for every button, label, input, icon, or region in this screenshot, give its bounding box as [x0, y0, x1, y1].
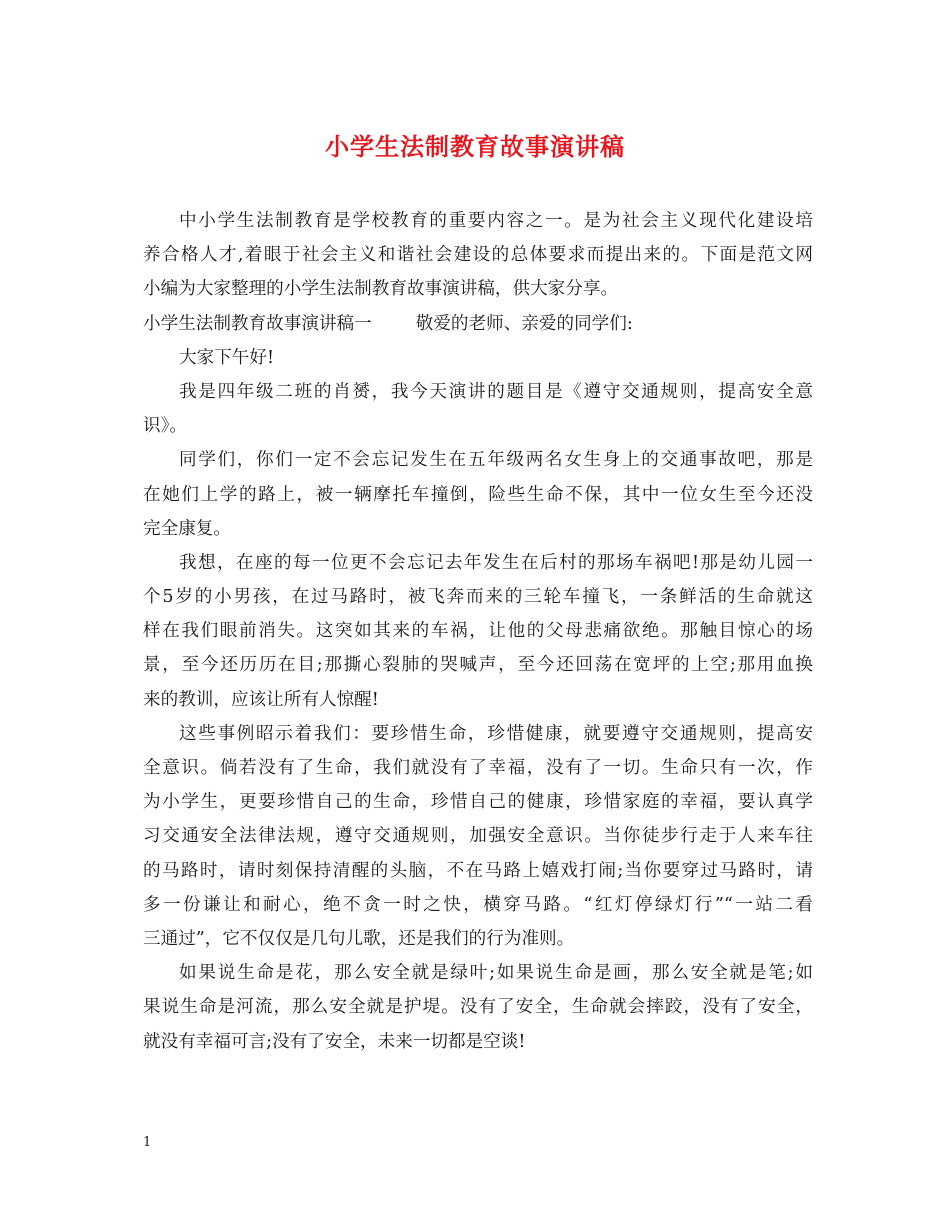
paragraph-line: 为小学生，更要珍惜自己的生命，珍惜自己的健康，珍惜家庭的幸福，要认真学 [143, 792, 813, 813]
paragraph-line: 养合格人才,着眼于社会主义和谐社会建设的总体要求而提出来的。下面是范文网 [143, 245, 813, 266]
paragraph-line: 完全康复。 [143, 518, 231, 539]
paragraph-line: 这些事例昭示着我们：要珍惜生命，珍惜健康，就要遵守交通规则，提高安 [179, 723, 813, 744]
paragraph-line: 个5岁的小男孩，在过马路时，被飞奔而来的三轮车撞飞，一条鲜活的生命就这 [143, 587, 813, 608]
speech-heading-line [143, 307, 813, 341]
paragraph-line: 景，至今还历历在目;那撕心裂肺的哭喊声，至今还回荡在宽坪的上空;那用血换 [143, 655, 813, 676]
paragraph-line: 全意识。倘若没有了生命，我们就没有了幸福，没有了一切。生命只有一次，作 [143, 758, 813, 778]
paragraph-line: 我是四年级二班的肖赟，我今天演讲的题目是《遵守交通规则，提高安全意 [179, 381, 813, 402]
document-title: 小学生法制教育故事演讲稿 [325, 132, 625, 161]
paragraph-line: 习交通安全法律法规，遵守交通规则，加强安全意识。当你徒步行走于人来车往 [143, 826, 813, 847]
paragraph-line: 在她们上学的路上，被一辆摩托车撞倒，险些生命不保，其中一位女生至今还没 [143, 484, 813, 505]
document-body [143, 204, 813, 1059]
paragraph-line: 如果说生命是花，那么安全就是绿叶;如果说生命是画，那么安全就是笔;如 [179, 963, 813, 984]
paragraph-line: 识》。 [143, 416, 187, 437]
paragraph-line: 来的教训，应该让所有人惊醒! [143, 689, 379, 710]
speech-salutation: 敬爱的老师、亲爱的同学们: [415, 313, 633, 334]
paragraph-line: 中小学生法制教育是学校教育的重要内容之一。是为社会主义现代化建设培 [179, 211, 813, 231]
paragraph-line: 我想，在座的每一位更不会忘记去年发生在后村的那场车祸吧!那是幼儿园一 [179, 552, 813, 573]
paragraph-line: 同学们，你们一定不会忘记发生在五年级两名女生身上的交通事故吧，那是 [179, 450, 813, 471]
paragraph-line: 就没有幸福可言;没有了安全，未来一切都是空谈! [143, 1031, 526, 1052]
speech-heading: 小学生法制教育故事演讲稿一 [143, 313, 372, 334]
paragraph-line: 大家下午好! [179, 347, 275, 368]
paragraph-line: 小编为大家整理的小学生法制教育故事演讲稿，供大家分享。 [143, 279, 619, 300]
paragraph-line: 多一份谦让和耐心，绝不贪一时之快，横穿马路。“红灯停绿灯行”“一站二看 [143, 894, 813, 915]
paragraph-line: 三通过”，它不仅仅是几句儿歌，还是我们的行为准则。 [143, 928, 575, 949]
paragraph-line: 果说生命是河流，那么安全就是护堤。没有了安全，生命就会摔跤，没有了安全， [143, 997, 813, 1018]
page-number: 1 [143, 1135, 152, 1150]
paragraph-line: 的马路时，请时刻保持清醒的头脑，不在马路上嬉戏打闹;当你要穿过马路时，请 [143, 860, 813, 881]
paragraph-line: 样在我们眼前消失。这突如其来的车祸，让他的父母悲痛欲绝。那触目惊心的场 [143, 621, 813, 642]
